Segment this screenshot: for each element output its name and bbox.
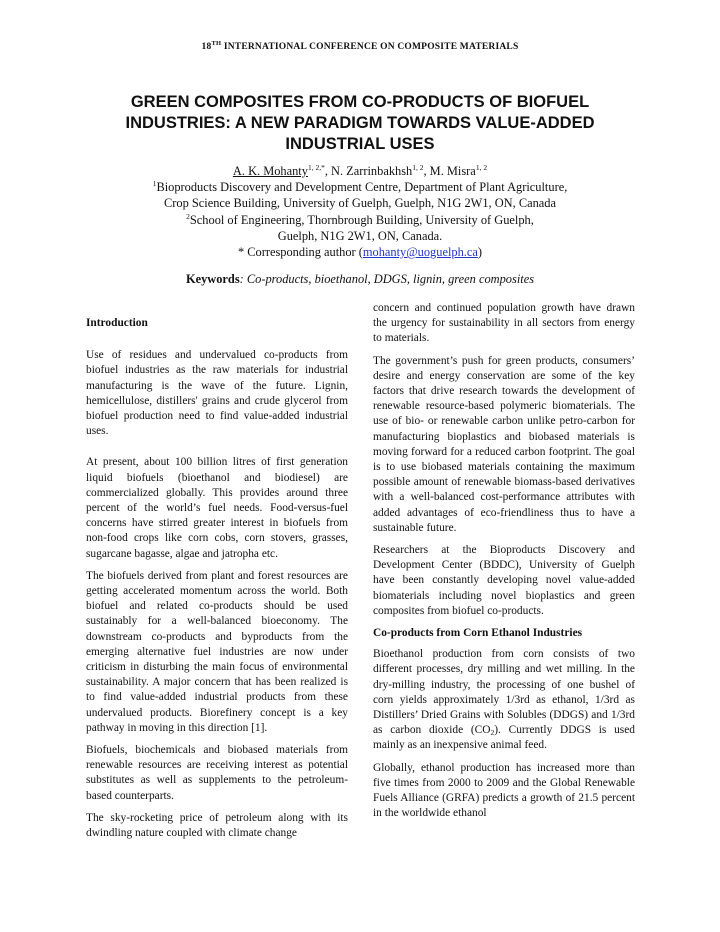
paragraph-text: Bioethanol production from corn consists of two different processes, dry milling and wet milling. In the dry-milling industry, the processing of one bushel of corn yields approximately 1/3rd as ethanol, 1/3rd as Distillers’ Dried Grains with Solubles (DDGS) and 1/3rd as carbon dioxide (CO — [373, 648, 635, 737]
corresponding-author — [0, 244, 720, 260]
paragraph: Researchers at the Bioproducts Discovery and Development Center (BDDC), University of Guelph have been constantly developing novel value-added biomaterials including novel bioplastics and green composites from biofuel co-products. — [373, 544, 635, 617]
section-heading-introduction: Introduction — [86, 317, 148, 329]
affiliation-1-line-2: Crop Science Building, University of Guelph, Guelph, N1G 2W1, ON, Canada — [164, 196, 556, 211]
author-list — [0, 163, 720, 179]
conference-number: 18 — [201, 42, 212, 52]
affiliation-1-line-1: Bioproducts Discovery and Development Centre, Department of Plant Agriculture, — [156, 180, 568, 195]
author-block — [0, 163, 720, 260]
affiliation-2-line-1: School of Engineering, Thornbrough Building, University of Guelph, — [189, 212, 534, 227]
affiliation-1 — [0, 179, 720, 195]
author-3: , M. Misra — [423, 164, 476, 178]
affiliation-2 — [0, 212, 720, 228]
paragraph: Biofuels, biochemicals and biobased materials from renewable resources are receiving interest as potential substitutes as well as supplements to the petroleum-based counterparts. — [86, 744, 348, 802]
paragraph: The sky-rocketing price of petroleum along with its dwindling nature coupled with climate change — [86, 811, 348, 840]
paragraph: concern and continued population growth have drawn the urgency for sustainability in all sectors from energy to materials. — [373, 302, 635, 345]
title-line-1: GREEN COMPOSITES FROM CO-PRODUCTS OF BIOFUEL — [130, 93, 590, 111]
corresponding-suffix: ) — [477, 245, 483, 260]
right-column — [373, 301, 635, 829]
corresponding-email-link[interactable]: mohanty@uoguelph.ca — [362, 245, 478, 260]
paragraph: Globally, ethanol production has increased more than five times from 2000 to 2009 and the Global Renewable Fuels Alliance (GRFA) predicts a growth of 21.5 percent in the worldwide ethanol — [373, 761, 635, 820]
paragraph: At present, about 100 billion litres of first generation liquid biofuels (bioethanol and biodiesel) are commercialized globally. This provides around three percent of the world’s fuel needs. Food-versus-fuel concerns have stirred greater interest in biofuels from non-food crops like corn cobs, corn stovers, grasses, sugarcane bagasse, algae and jatropha etc. — [86, 456, 348, 560]
affiliation-2-marker: 2 — [186, 211, 190, 221]
conference-name: INTERNATIONAL CONFERENCE ON COMPOSITE MATERIALS — [221, 42, 519, 52]
conference-ordinal: TH — [211, 40, 222, 47]
conference-header — [0, 40, 720, 52]
affiliation-1-marker: 1 — [152, 179, 157, 189]
keywords-label: Keywords — [185, 272, 240, 286]
left-column — [86, 301, 348, 848]
section-heading-corn-ethanol: Co-products from Corn Ethanol Industries — [373, 627, 583, 640]
author-1-affil: 1, 2,* — [307, 163, 325, 172]
author-2: , N. Zarrinbakhsh — [324, 164, 413, 178]
paragraph — [373, 647, 635, 753]
keywords-line — [0, 272, 720, 287]
paragraph: The government’s push for green products, consumers’ desire and energy conservation are some of the key factors that drive research towards the development of renewable resource-based polymeric biomaterials. The use of bio- or renewable carbon unlike petro-carbon for manufacturing bioplastics and biobased materials is moving forward for a reduced carbon footprint. The goal is to use biobased materials containing the maximum possible amount of renewable biomass-based derivatives with a well-balanced cost-performance attributes with added advantages of eco-friendliness thus to have a sustainable future. — [373, 354, 635, 534]
paragraph: The biofuels derived from plant and forest resources are getting accelerated momentum across the world. Both biofuel and related co-products should be used sustainably for a well-balanced bioeconomy. The downstream co-products and byproducts from the emerging alternative fuel industries are now under criticism in disturbing the main focus of environmental sustainability. A major concern that has been realized is to find value-added industrial products from these undervalued products. Biorefinery concept is a key pathway in moving in this direction [1]. — [86, 569, 348, 734]
keywords-text: Co-products, bioethanol, DDGS, lignin, green composites — [246, 272, 535, 286]
title-line-3: INDUSTRIAL USES — [285, 135, 435, 153]
affiliation-2-line-2: Guelph, N1G 2W1, ON, Canada. — [277, 228, 443, 243]
keywords-colon: : — [239, 272, 247, 286]
paragraph-text: ). Currently DDGS is used mainly as an inexpensive animal feed. — [373, 724, 635, 752]
paragraph: Use of residues and undervalued co-products from biofuel industries as the raw materials for industrial manufacturing is the wave of the future. Lignin, hemicellulose, distillers' grains and crude glycerol from biofuel production need to find value-added industrial uses. — [86, 349, 348, 438]
author-1: A. K. Mohanty — [232, 164, 308, 178]
title-line-2: INDUSTRIES: A NEW PARADIGM TOWARDS VALUE-ADDED — [125, 114, 595, 132]
paper-title — [90, 92, 630, 155]
corresponding-prefix: * Corresponding author ( — [237, 245, 363, 260]
author-3-affil: 1, 2 — [475, 163, 488, 172]
author-2-affil: 1, 2 — [412, 163, 424, 172]
co2-subscript: 2 — [490, 728, 495, 738]
